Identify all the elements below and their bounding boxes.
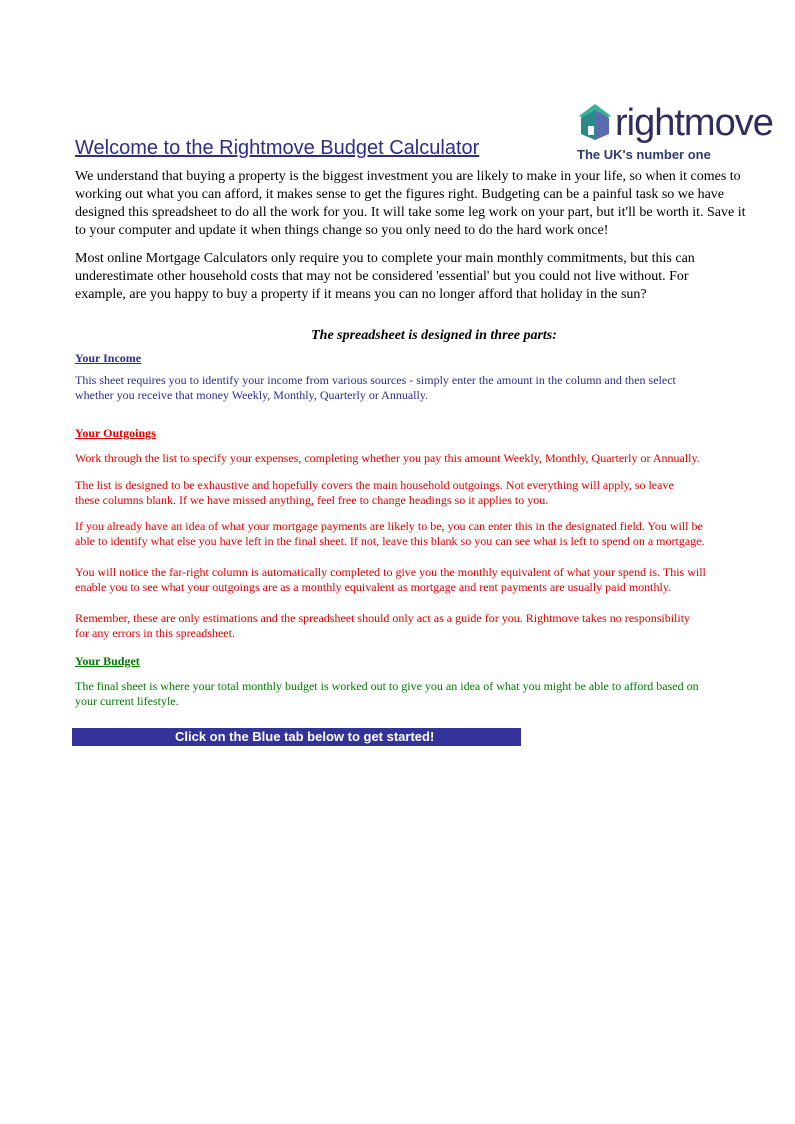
outgoings-line: able to identify what else you have left in the final sheet. If not, leave this blank so you can see what is left to spend on a mortgage. xyxy=(75,534,705,548)
intro-line: We understand that buying a property is the biggest investment you are likely to make in your life, so when it comes to xyxy=(75,169,741,184)
rightmove-logo xyxy=(575,102,773,162)
income-line: whether you receive that money Weekly, Monthly, Quarterly or Annually. xyxy=(75,388,429,402)
budget-description xyxy=(75,679,713,711)
get-started-banner: Click on the Blue tab below to get started! xyxy=(72,728,521,746)
outgoings-line: Remember, these are only estimations and the spreadsheet should only act as a guide for you. Rightmove takes no responsibility xyxy=(75,611,691,625)
mortgage-note-line: underestimate other household costs that may not be considered 'essential' but you could not live without. For xyxy=(75,269,689,284)
house-icon xyxy=(575,102,615,142)
outgoings-line: these columns blank. If we have missed anything, feel free to change headings so it applies to you. xyxy=(75,493,549,507)
budget-line: The final sheet is where your total monthly budget is worked out to give you an idea of what you might be able to afford based on xyxy=(75,679,699,693)
outgoings-line: Work through the list to specify your expenses, completing whether you pay this amount Weekly, Monthly, Quarterly or Annually. xyxy=(75,451,700,465)
page-title: Welcome to the Rightmove Budget Calculator xyxy=(75,137,483,160)
outgoings-paragraph-4 xyxy=(75,565,713,597)
parts-heading: The spreadsheet is designed in three parts: xyxy=(311,328,557,343)
outgoings-line: for any errors in this spreadsheet. xyxy=(75,626,235,640)
mortgage-note-line: Most online Mortgage Calculators only require you to complete your main monthly commitments, but this can xyxy=(75,251,695,266)
outgoings-line: The list is designed to be exhaustive and hopefully covers the main household outgoings. Not everything will apply, so leave xyxy=(75,478,674,492)
outgoings-line: enable you to see what your outgoings are as a monthly equivalent as mortgage and rent payments are usually paid monthly. xyxy=(75,580,672,594)
intro-line: designed this spreadsheet to do all the work for you. It will take some leg work on your part, but it'll be worth it. Save it xyxy=(75,205,746,220)
outgoings-paragraph-2 xyxy=(75,478,713,510)
mortgage-note-paragraph xyxy=(75,250,713,306)
intro-line: to your computer and update it when things change so you only need to do the hard work once! xyxy=(75,223,609,238)
outgoings-paragraph-5 xyxy=(75,611,713,643)
outgoings-line: If you already have an idea of what your mortgage payments are likely to be, you can enter this in the designated field. You will be xyxy=(75,519,703,533)
intro-line: working out what you can afford, it makes sense to get the figures right. Budgeting can be a painful task so we have xyxy=(75,187,725,202)
outgoings-paragraph-3 xyxy=(75,519,713,551)
budget-line: your current lifestyle. xyxy=(75,694,179,708)
income-line: This sheet requires you to identify your income from various sources - simply enter the amount in the column and then select xyxy=(75,373,676,387)
outgoings-heading: Your Outgoings xyxy=(75,426,156,440)
budget-heading: Your Budget xyxy=(75,654,140,668)
income-description xyxy=(75,373,713,405)
logo-tagline: The UK's number one xyxy=(577,147,711,162)
income-heading: Your Income xyxy=(75,351,142,365)
outgoings-line: You will notice the far-right column is automatically completed to give you the monthly equivalent of what your spend is. This will xyxy=(75,565,706,579)
intro-paragraph xyxy=(75,169,746,238)
logo-wordmark: rightmove xyxy=(615,102,773,144)
outgoings-paragraph-1 xyxy=(75,451,713,467)
mortgage-note-line: example, are you happy to buy a property if it means you can no longer afford that holiday in the sun? xyxy=(75,287,647,302)
